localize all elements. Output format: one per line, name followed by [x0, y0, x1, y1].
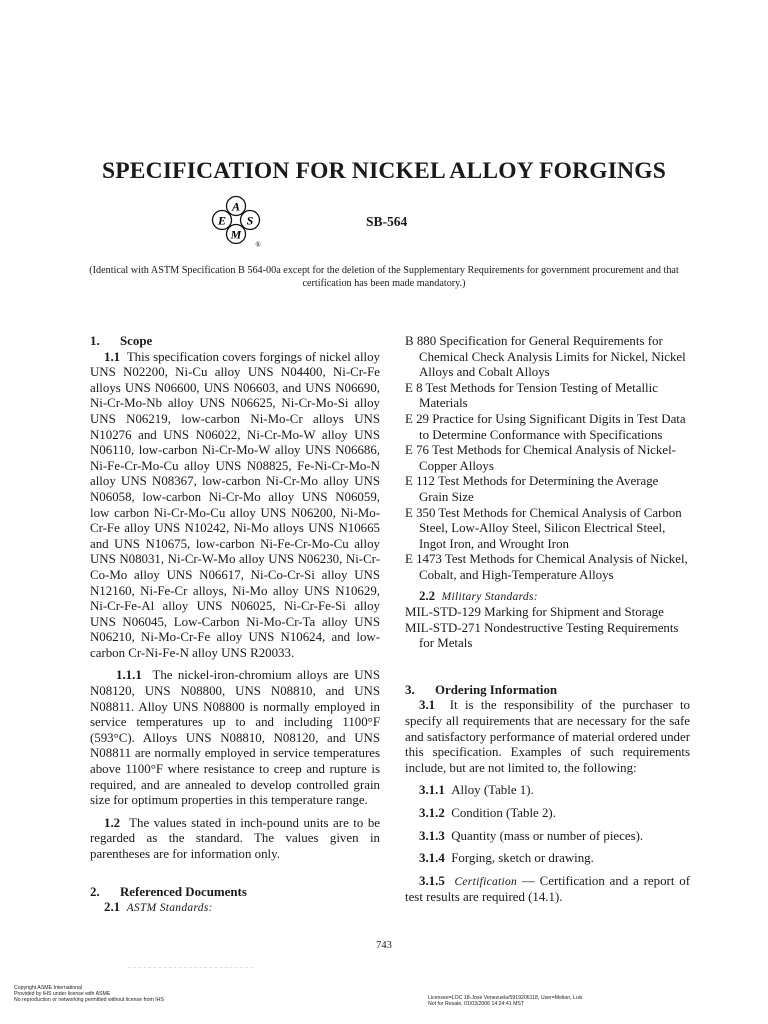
reference-e29: E 29 Practice for Using Significant Digits in Test Data to Determine Conformance with Specifications — [405, 411, 686, 442]
paragraph-3-1: 3.1 It is the responsibility of the purchaser to specify all requirements that are necessary for the safe and satisfactory performance of material ordered under this specification. Examples of such requirements include, but are not limited to, the following: — [405, 698, 690, 775]
list-item-3-1-2: 3.1.2 Condition (Table 2). — [419, 806, 556, 821]
reference-e8: E 8 Test Methods for Tension Testing of Metallic Materials — [405, 380, 658, 411]
paragraph-1-1: 1.1 This specification covers forgings of nickel alloy UNS N02200, Ni-Cu alloy UNS N04400, Ni-Cr-Fe alloys UNS N06600, UNS N06603, and UNS N06690, Ni-Cr-Mo-Nb alloy UNS N06625, Ni-Cr-Mo-Si alloy UNS N06219, low-carbon Ni-Mo-Cr alloys UNS N10276 and UNS N06022, Ni-Cr-Mo-W alloy UNS N06110, low-carbon Ni-Cr-Mo-W alloy UNS N06686, Ni-Fe-Cr-Mo-Cu alloy UNS N08825, Fe-Ni-Cr-Mo-N alloy UNS N08367, low-carbon Ni-Cr-Mo alloy UNS N06058, low-carbon Ni-Cr-Mo alloy UNS N06059, low carbon Ni-Cr-Mo-Cu alloy UNS N06200, Ni-Mo-Cr-Fe alloy UNS N10242, Ni-Mo alloys UNS N10665 and UNS N10675, low-carbon Ni-Fe-Cr-Mo-Cu alloy UNS N08031, Ni-Cr-W-Mo alloy UNS N06230, Ni-Cr-Co-Mo alloy UNS N06617, Ni-Co-Cr-Si alloy UNS N12160, Ni-Fe-Cr alloys, Ni-Mo alloy UNS N10629, Ni-Cr-Fe-Al alloy UNS N06025, Ni-Cr-Fe-Si alloy UNS N06045, Low-Carbon Ni-Mo-Cr-Ta alloy UNS N06210, Ni-Mo-Cr-Fe alloy UNS N10624, and low-carbon Cr-Ni-Fe-N alloy UNS R20033. — [90, 349, 380, 660]
list-item-3-1-3: 3.1.3 Quantity (mass or number of pieces). — [419, 828, 644, 843]
logo-letter-s: S — [246, 213, 254, 228]
list-item-3-1-4: 3.1.4 Forging, sketch or drawing. — [419, 851, 594, 866]
left-column — [90, 334, 380, 917]
footer-left-line: Copyright ASME International — [14, 985, 83, 991]
logo-letter-m: M — [230, 227, 242, 242]
footer-right-line: Licensee=LOC 18-Jose Venezuela/5919206118, User=Melian, Luis — [428, 995, 583, 1001]
page-number: 743 — [376, 940, 392, 951]
footer-left-line: Provided by IHS under license with ASME — [14, 991, 111, 998]
footer-copyright — [14, 985, 164, 1004]
logo-letter-a: A — [231, 199, 241, 214]
faint-divider — [128, 967, 253, 971]
footer-right-line: Not for Resale, 01/03/2006 14:24:41 MST — [428, 1001, 525, 1008]
mil-std-129: MIL-STD-129 Marking for Shipment and Storage — [405, 605, 664, 620]
paragraph-3-1-5: 3.1.5 Certification — Certification and a report of test results are required (14.1). — [405, 873, 690, 905]
logo-letter-e: E — [217, 213, 227, 228]
paragraph-2-1: 2.1 ASTM Standards: — [104, 900, 213, 915]
paragraph-1-2: 1.2 The values stated in inch-pound units are to be regarded as the standard. The values given in parentheses are for information only. — [90, 815, 381, 861]
list-item-3-1-1: 3.1.1 Alloy (Table 1). — [419, 783, 534, 798]
section-heading-referenced-documents: 2. Referenced Documents — [90, 884, 247, 899]
asme-logo-icon — [208, 193, 268, 249]
paragraph-1-1-1: 1.1.1 The nickel-iron-chromium alloys are UNS N08120, UNS N08800, UNS N08810, and UNS N08811. Alloy UNS N08800 is normally employed in service temperatures up to and including 1100°F (593°C). Alloys UNS N08810, N08120, and UNS N08811 are normally employed in service temperatures above 1100°F where resistance to creep and rupture is required, and are annealed to develop controlled grain size for optimum properties in this temperature range. — [90, 668, 381, 808]
section-heading-scope: 1. Scope — [90, 334, 153, 348]
section-heading-ordering-information: 3. Ordering Information — [405, 682, 558, 697]
identity-note: (Identical with ASTM Specification B 564-00a except for the deletion of the Supplementary Requirements for government procurement and that certification has been made mandatory.) — [89, 265, 679, 289]
reference-b880: B 880 Specification for General Requirements for Chemical Check Analysis Limits for Nickel, Nickel Alloys and Cobalt Alloys — [405, 334, 686, 380]
reference-e1473: E 1473 Test Methods for Chemical Analysis of Nickel, Cobalt, and High-Temperature Alloys — [405, 552, 688, 582]
reference-e112: E 112 Test Methods for Determining the Average Grain Size — [405, 474, 659, 504]
paragraph-2-2: 2.2 Military Standards: — [419, 588, 538, 603]
right-column — [405, 334, 690, 906]
document-title: SPECIFICATION FOR NICKEL ALLOY FORGINGS — [101, 158, 667, 184]
spec-id: SB-564 — [366, 214, 408, 229]
mil-std-271: MIL-STD-271 Nondestructive Testing Requirements for Metals — [405, 620, 679, 651]
registered-mark: ® — [255, 241, 261, 249]
footer-left-line: No reproduction or networking permitted without license from IHS — [14, 997, 164, 1004]
reference-e76: E 76 Test Methods for Chemical Analysis of Nickel-Copper Alloys — [405, 443, 676, 473]
footer-license — [428, 995, 582, 1007]
reference-e350: E 350 Test Methods for Chemical Analysis of Carbon Steel, Low-Alloy Steel, Silicon Electrical Steel, Ingot Iron, and Wrought Iron — [405, 505, 682, 551]
